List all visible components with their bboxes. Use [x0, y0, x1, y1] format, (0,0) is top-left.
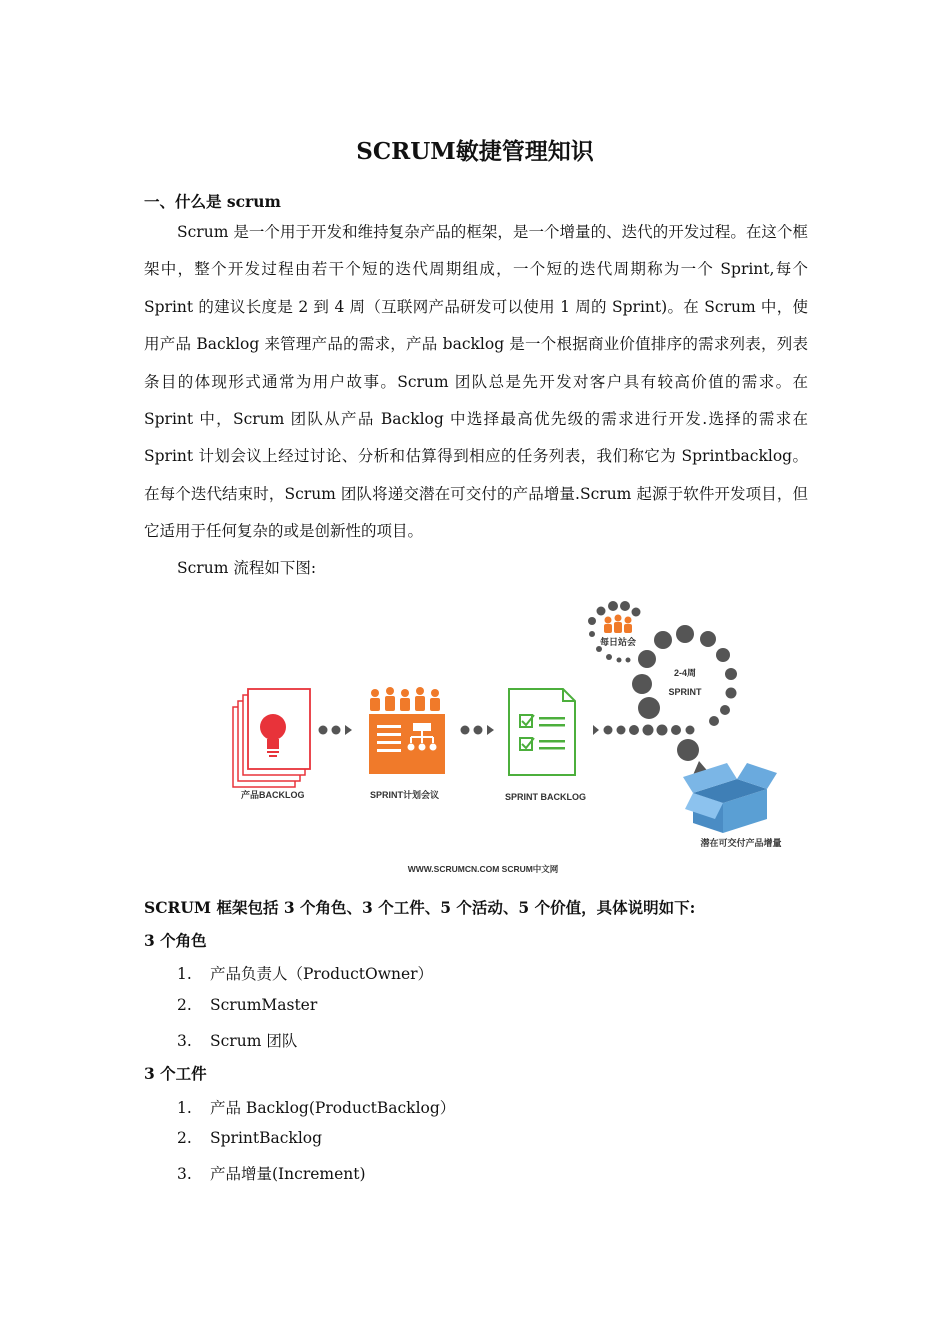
product-backlog-icon	[233, 689, 310, 787]
list-item	[177, 996, 317, 1014]
list-item-number: 3.	[177, 1032, 192, 1050]
sprint-planning-label: SPRINT计划会议	[370, 790, 440, 800]
roles-heading: 3 个角色	[144, 931, 207, 950]
sprint-loop	[632, 625, 737, 775]
list-item	[177, 1096, 455, 1118]
daily-standup-icon	[588, 601, 641, 663]
figure-source-label: WWW.SCRUMCN.COM SCRUM中文网	[407, 864, 559, 874]
sprint-length-label: 2-4周	[673, 668, 697, 678]
section-heading-what-is-scrum: 一、什么是 scrum	[144, 192, 281, 211]
framework-summary: SCRUM 框架包括 3 个角色、3 个工件、5 个活动、5 个价值，具体说明如下:	[144, 898, 696, 917]
list-item-number: 2.	[177, 1129, 192, 1147]
daily-standup-label: 每日站会	[599, 637, 637, 647]
scrum-flow-diagram	[215, 597, 785, 882]
flow-arrow-1	[319, 725, 353, 735]
sprint-label: SPRINT	[668, 687, 702, 697]
sprint-planning-icon	[369, 687, 445, 774]
list-item-text: ScrumMaster	[210, 996, 318, 1014]
document-title: SCRUM敏捷管理知识	[356, 138, 594, 165]
flow-intro-text: Scrum 流程如下图:	[177, 559, 317, 577]
list-item	[177, 962, 433, 984]
flow-arrow-2	[461, 725, 495, 735]
increment-label: 潜在可交付产品增量	[700, 838, 782, 848]
intro-paragraph-text: Scrum 是一个用于开发和维持复杂产品的框架，是一个增量的、迭代的开发过程。在这个框架中，整个开发过程由若干个短的迭代周期组成，一个短的迭代周期称为一个 Sprint,每个 Sprint 的建议长度是 2 到 4 周（互联网产品研发可以使用 1 周的 Sprint)。在 Scrum 中，使用产品 Backlog 来管理产品的需求，产品 backlog 是一个根据商业价值排序的需求列表，列表条目的体现形式通常为用户故事。Scrum 团队总是先开发对客户具有较高价值的需求。在 Sprint 中，Scrum 团队从产品 Backlog 中选择最高优先级的需求进行开发.选择的需求在 Sprint 计划会议上经过讨论、分析和估算得到相应的任务列表，我们称它为 Sprintbacklog。在每个迭代结束时，Scrum 团队将递交潜在可交付的产品增量.Scrum 起源于软件开发项目，但它适用于任何复杂的或是创新性的项目。	[144, 223, 808, 541]
list-item-number: 2.	[177, 996, 192, 1014]
product-backlog-label: 产品BACKLOG	[241, 790, 305, 800]
list-item-text: 产品增量(Increment)	[210, 1165, 366, 1183]
intro-paragraph	[144, 214, 808, 551]
list-item	[177, 1129, 322, 1147]
list-item-text: 产品 Backlog(ProductBacklog）	[210, 1099, 456, 1117]
artifacts-heading: 3 个工件	[144, 1064, 207, 1083]
list-item-number: 1.	[177, 1099, 192, 1117]
list-item-number: 1.	[177, 965, 192, 983]
sprint-backlog-icon	[509, 689, 575, 775]
list-item	[177, 1162, 366, 1184]
flow-arrow-3	[593, 725, 695, 736]
list-item-number: 3.	[177, 1165, 192, 1183]
list-item-text: SprintBacklog	[210, 1129, 323, 1147]
increment-box-icon	[683, 763, 777, 833]
sprint-backlog-label: SPRINT BACKLOG	[505, 792, 586, 802]
list-item	[177, 1029, 297, 1051]
list-item-text: Scrum 团队	[210, 1032, 298, 1050]
list-item-text: 产品负责人（ProductOwner）	[210, 965, 434, 983]
